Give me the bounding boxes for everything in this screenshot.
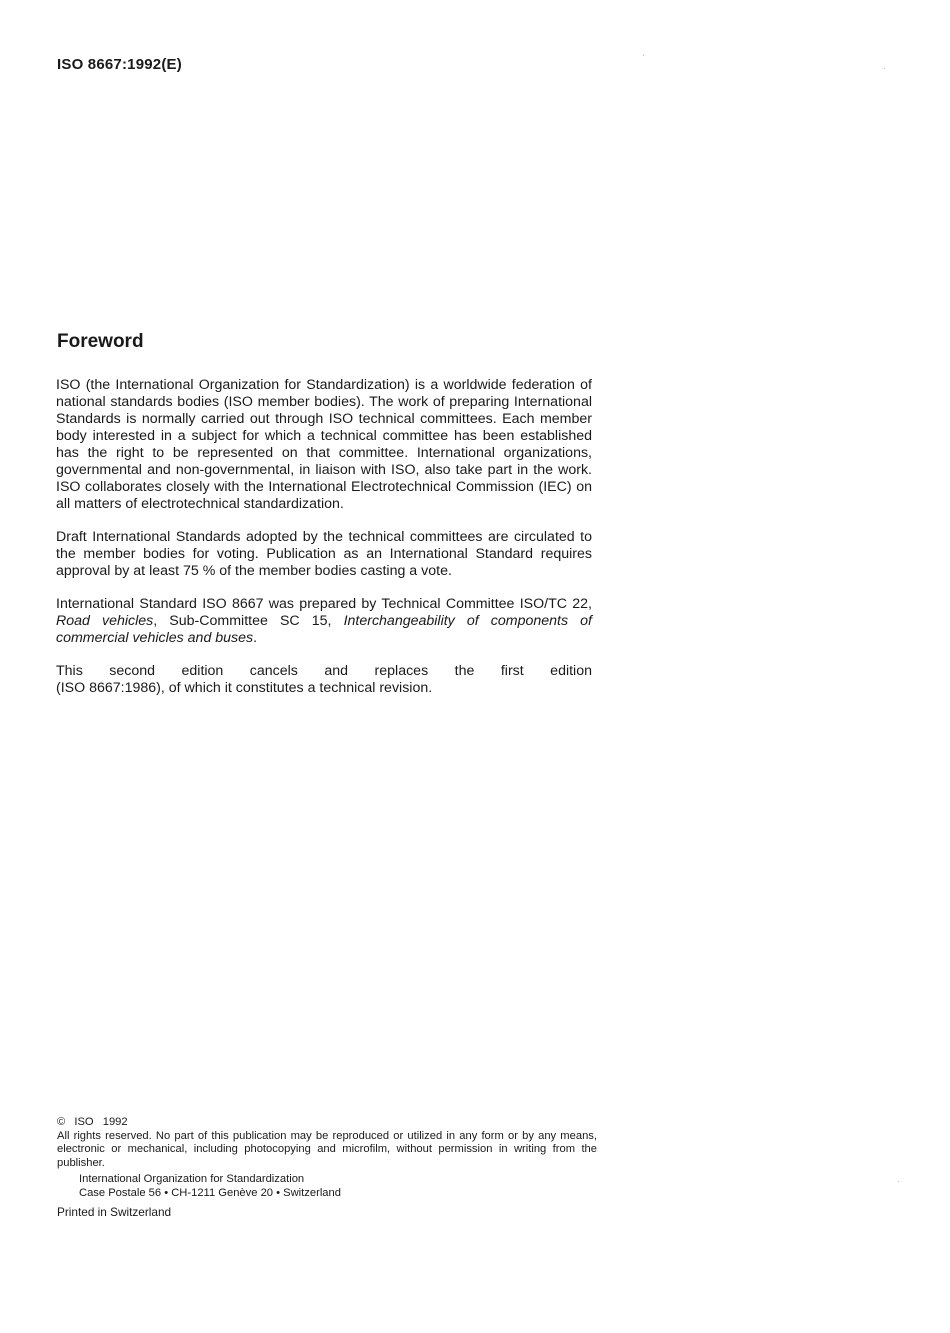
- publisher-postal-address: Case Postale 56 • CH-1211 Genève 20 • Switzerland: [79, 1186, 341, 1199]
- subcommittee-name: Interchangeability of components of commercial vehicles and buses: [56, 613, 592, 646]
- p3-suffix: .: [253, 630, 258, 646]
- printed-in: Printed in Switzerland: [57, 1205, 172, 1219]
- p3-prefix: International Standard ISO 8667 was prepared by Technical Committee ISO/TC 22,: [56, 596, 592, 612]
- committee-name: Road vehicles: [56, 613, 154, 629]
- foreword-heading: Foreword: [57, 331, 144, 352]
- foreword-body: [56, 377, 592, 713]
- foreword-paragraph-3: [56, 596, 592, 647]
- publisher-name: International Organization for Standardization: [79, 1173, 305, 1185]
- document-id-header: ISO 8667:1992(E): [57, 56, 182, 73]
- p4-line-1: This second edition cancels and replaces the first edition: [56, 663, 592, 679]
- p3-middle: , Sub-Committee SC 15,: [153, 613, 344, 629]
- copyright-year: © ISO 1992: [57, 1116, 128, 1128]
- copyright-block: [57, 1116, 597, 1170]
- scan-speck: [643, 55, 644, 56]
- scan-speck: [898, 1181, 899, 1182]
- foreword-paragraph-2: Draft International Standards adopted by the technical committees are circulated to the member bodies for voting. Publication as an International Standard requires approval by at least 75 % of the member bodies casting a vote.: [56, 529, 592, 579]
- foreword-paragraph-1: ISO (the International Organization for Standardization) is a worldwide federation of national standards bodies (ISO member bodies). The work of preparing International Standards is normally carried out through ISO technical committees. Each member body interested in a subject for which a technical committee has been established has the right to be represented on that committee. International organizations, governmental and non-governmental, in liaison with ISO, also take part in the work. ISO collaborates closely with the International Electrotechnical Commission (IEC) on all matters of electrotechnical standardization.: [56, 377, 592, 512]
- p4-line-2: (ISO 8667:1986), of which it constitutes a technical revision.: [56, 680, 433, 696]
- publisher-address: [79, 1173, 341, 1200]
- scan-speck: [884, 68, 885, 69]
- foreword-paragraph-4: [56, 663, 592, 697]
- rights-notice: All rights reserved. No part of this publication may be reproduced or utilized in any form or by any means, electronic or mechanical, including photocopying and microfilm, without permission in writing from the publisher.: [57, 1129, 597, 1169]
